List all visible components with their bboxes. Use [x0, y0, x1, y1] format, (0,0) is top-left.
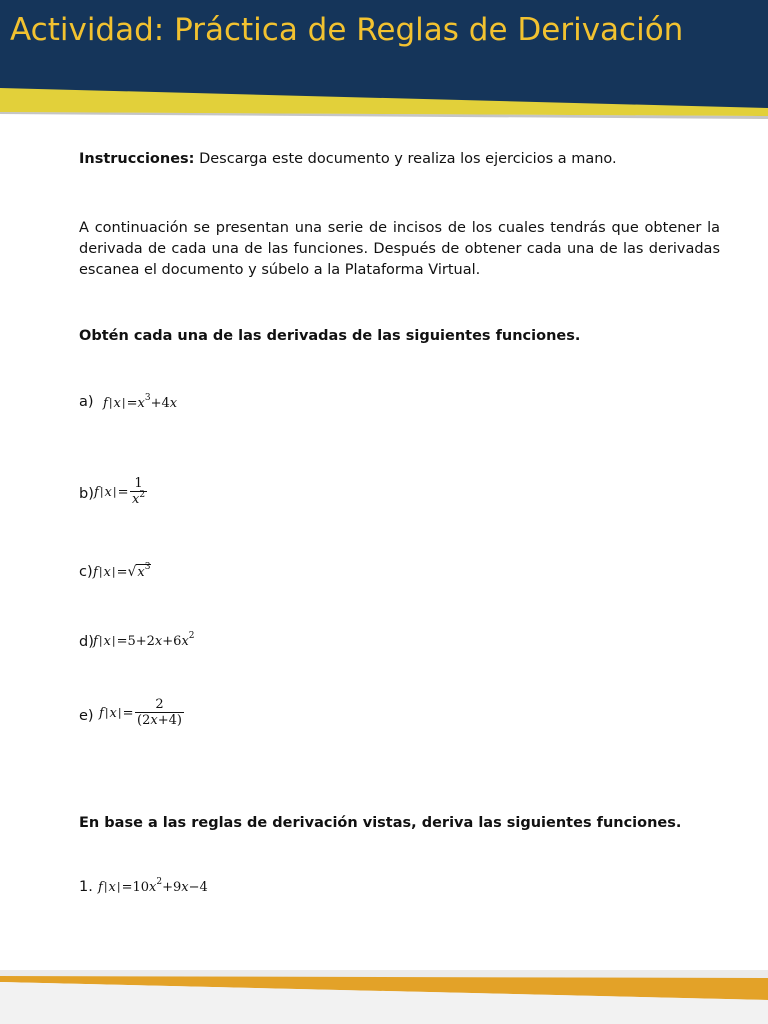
exercise-b-label: b): [79, 486, 94, 502]
page-title: Actividad: Práctica de Reglas de Derivación: [10, 12, 684, 48]
footer-banner: [0, 970, 768, 1024]
exercise-d-label: d): [79, 634, 94, 650]
exercise-c-formula: $f|x|=√x^3$: [93, 562, 151, 580]
instructions-paragraph: [79, 149, 720, 170]
instructions-label: Instrucciones:: [79, 151, 195, 167]
footer-background: [0, 970, 768, 1024]
exercise-a-formula: $f|x|=x^3+4x$: [103, 393, 178, 411]
exercise-1-formula: $f|x|=10x^2+9x-4$: [98, 877, 208, 895]
instructions-text: Descarga este documento y realiza los ejercicios a mano.: [194, 151, 617, 167]
exercise-e-lhs: f|x|=: [99, 706, 134, 721]
exercise-e-fraction: $\frac{2}{(2x+4)}$: [137, 697, 182, 728]
header-banner: [0, 0, 768, 120]
section2-heading: En base a las reglas de derivación vistas, deriva las siguientes funciones.: [79, 815, 682, 831]
exercise-a-label: a): [79, 394, 94, 410]
exercise-1-label: 1.: [79, 879, 93, 895]
section1-heading: Obtén cada una de las derivadas de las siguientes funciones.: [79, 328, 581, 344]
exercise-d-formula: $f|x|=5+2x+6x^2$: [93, 631, 195, 649]
exercise-c-label: c): [79, 564, 93, 580]
exercise-b-fraction: $\frac{1}{x^2}$: [132, 476, 146, 507]
exercise-b-lhs: f|x|=: [94, 485, 129, 500]
exercise-e-label: e): [79, 708, 94, 724]
intro-paragraph: A continuación se presentan una serie de incisos de los cuales tendrás que obtener la derivada de cada una de las funciones. Después de obtener cada una de las derivadas escanea el documento y súbelo a la Plataforma Virtual.: [79, 220, 720, 278]
